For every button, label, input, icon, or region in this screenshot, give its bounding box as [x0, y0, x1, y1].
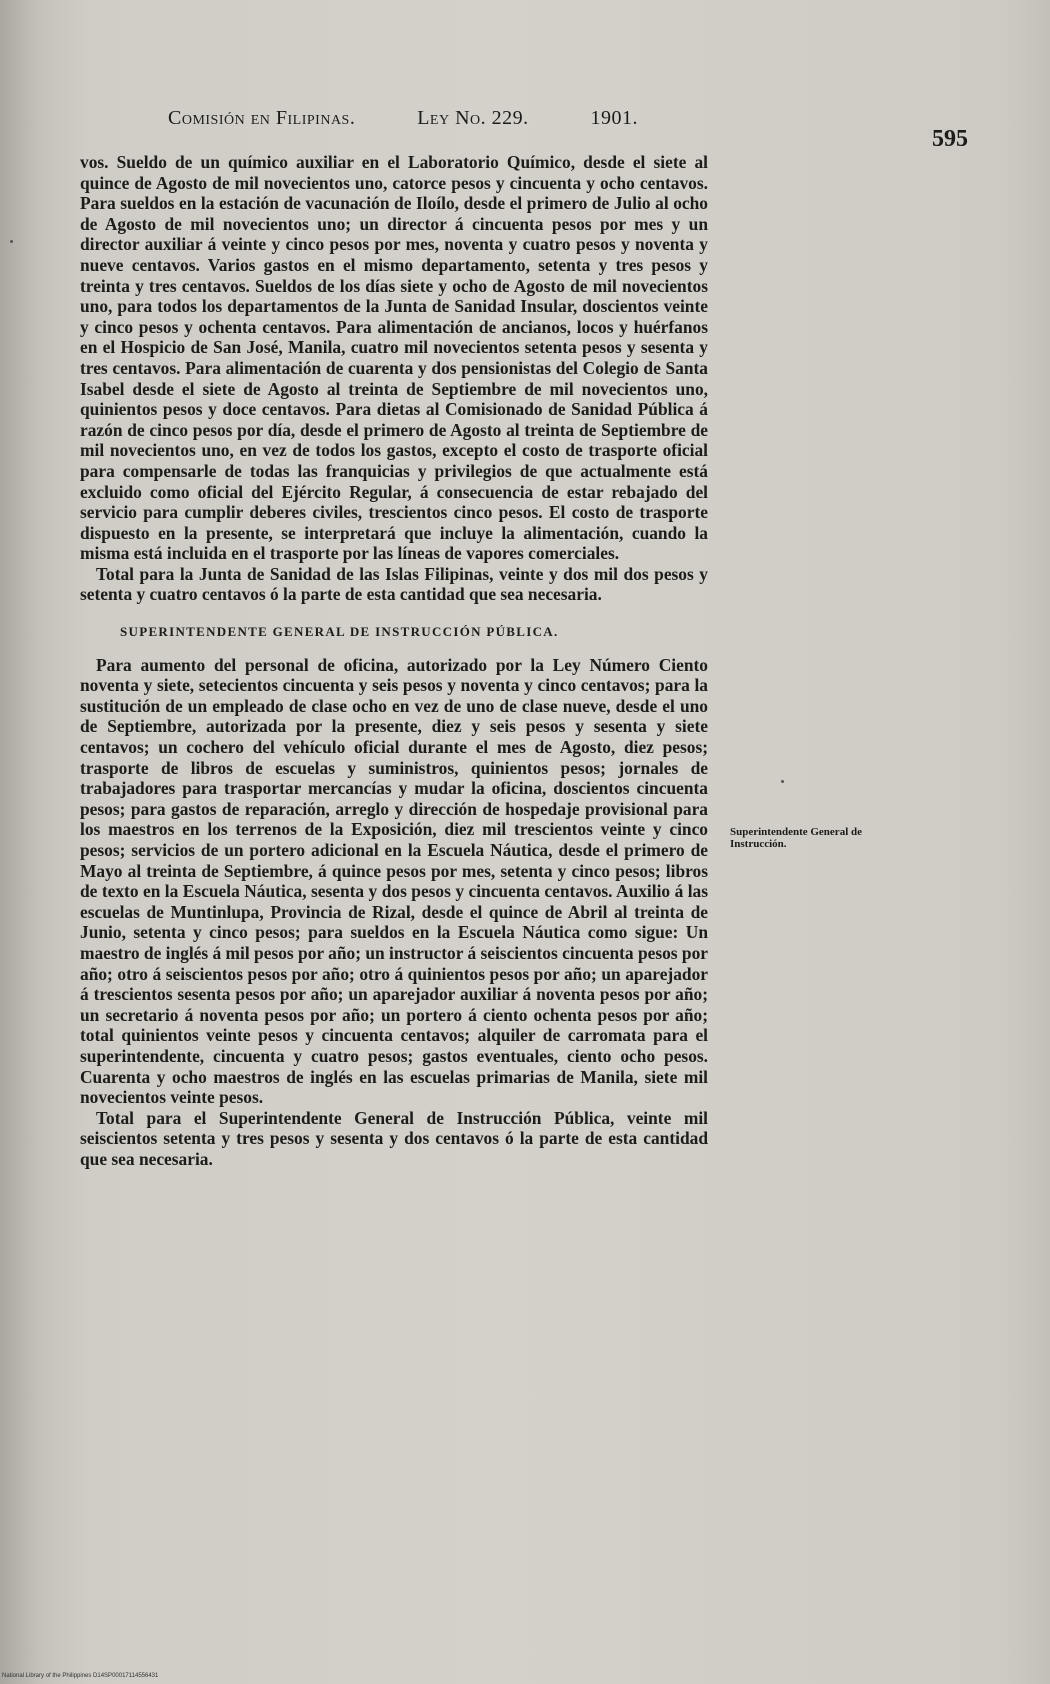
paragraph-instruction-total: Total para el Superintendente General de Instrucción Pública, veinte mil seiscientos setenta y tres pesos y sesenta y dos centavos ó la parte de esta cantidad que sea necesaria. [80, 1107, 708, 1169]
running-header [168, 107, 638, 130]
margin-note: Superintendente General de Instrucción. [730, 826, 862, 850]
scan-speck [781, 780, 784, 783]
footer-source: National Library of the Philippines D14SP00017114556431 [2, 1673, 159, 1679]
paragraph-health-expenses: vos. Sueldo de un químico auxiliar en el Laboratorio Químico, desde el siete al quince de Agosto de mil novecientos uno, catorce pesos y cincuenta y ocho centavos. Para sueldos en la estación de vacunación de Iloílo, desde el primero de Julio al ocho de Agosto de mil novecientos uno; un director á cincuenta pesos por mes y un director auxiliar á veinte y cinco pesos por mes, noventa y cuatro pesos y noventa y nueve centavos. Varios gastos en el mismo departamento, setenta y tres pesos y treinta y tres centavos. Sueldos de los días siete y ocho de Agosto de mil novecientos uno, para todos los departamentos de la Junta de Sanidad Insular, doscientos veinte y cinco pesos y ochenta centavos. Para alimentación de ancianos, locos y huérfanos en el Hospicio de San José, Manila, cuatro mil novecientos setenta pesos y sesenta y tres centavos. Para alimentación de cuarenta y dos pensionistas del Colegio de Santa Isabel desde el siete de Agosto al treinta de Septiembre de mil novecientos uno, quinientos pesos y doce centavos. Para dietas al Comisionado de Sanidad Pública á razón de cinco pesos por día, desde el primero de Agosto al treinta de Septiembre de mil novecientos uno, en vez de todos los gastos, excepto el costo de trasporte oficial para compensarle de todas las franquicias y privilegios de que actualmente está excluido como oficial del Ejército Regular, á consecuencia de estar rebajado del servicio para cumplir deberes civiles, trescientos cinco pesos. El costo de trasporte dispuesto en la presente, se interpretará que incluye la alimentación, cuando la misma está incluida en el trasporte por las líneas de vapores comerciales. [80, 152, 708, 564]
header-law: Ley No. 229. [417, 107, 529, 129]
header-year: 1901. [590, 107, 638, 129]
scan-speck [10, 240, 13, 243]
body-text [80, 152, 708, 1170]
paragraph-health-total: Total para la Junta de Sanidad de las Islas Filipinas, veinte y dos mil dos pesos y setenta y cuatro centavos ó la parte de esta cantidad que sea necesaria. [80, 563, 708, 605]
paragraph-instruction-expenses: Para aumento del personal de oficina, autorizado por la Ley Número Ciento noventa y siete, setecientos cincuenta y seis pesos y noventa y cinco centavos; para la sustitución de un empleado de clase ocho en vez de uno de clase nueve, desde el uno de Septiembre, autorizada por la presente, diez y seis pesos y sesenta y siete centavos; un cochero del vehículo oficial durante el mes de Agosto, diez pesos; trasporte de libros de escuelas y suministros, quinientos pesos; jornales de trabajadores para trasportar mercancías y mudar la oficina, doscientos cincuenta pesos; para gastos de reparación, arreglo y dirección de hospedaje provisional para los maestros en los terrenos de la Exposición, diez mil trescientos veinte y cinco pesos; servicios de un portero adicional en la Escuela Náutica, desde el primero de Mayo al treinta de Septiembre, á quince pesos por mes, setenta y cinco pesos; libros de texto en la Escuela Náutica, sesenta y dos pesos y cincuenta centavos. Auxilio á las escuelas de Muntinlupa, Provincia de Rizal, desde el quince de Abril al treinta de Junio, setenta y cinco pesos; para sueldos en la Escuela Náutica como sigue: Un maestro de inglés á mil pesos por año; un instructor á seiscientos cincuenta pesos por año; otro á seiscientos pesos por año; otro á quinientos pesos por año; un aparejador á trescientos sesenta pesos por año; un aparejador auxiliar á noventa pesos por año; un secretario á noventa pesos por año; un portero á ciento ochenta pesos por año; total quinientos veinte pesos y cincuenta centavos; alquiler de carromata para el superintendente, cincuenta y cuatro pesos; gastos eventuales, ciento ocho pesos. Cuarenta y ocho maestros de inglés en las escuelas primarias de Manila, siete mil novecientos veinte pesos. [80, 654, 709, 1108]
section-title: SUPERINTENDENTE GENERAL DE INSTRUCCIÓN PÚBLICA. [120, 624, 559, 640]
page-number: 595 [932, 126, 968, 152]
header-commission: Comisión en Filipinas. [168, 107, 356, 129]
